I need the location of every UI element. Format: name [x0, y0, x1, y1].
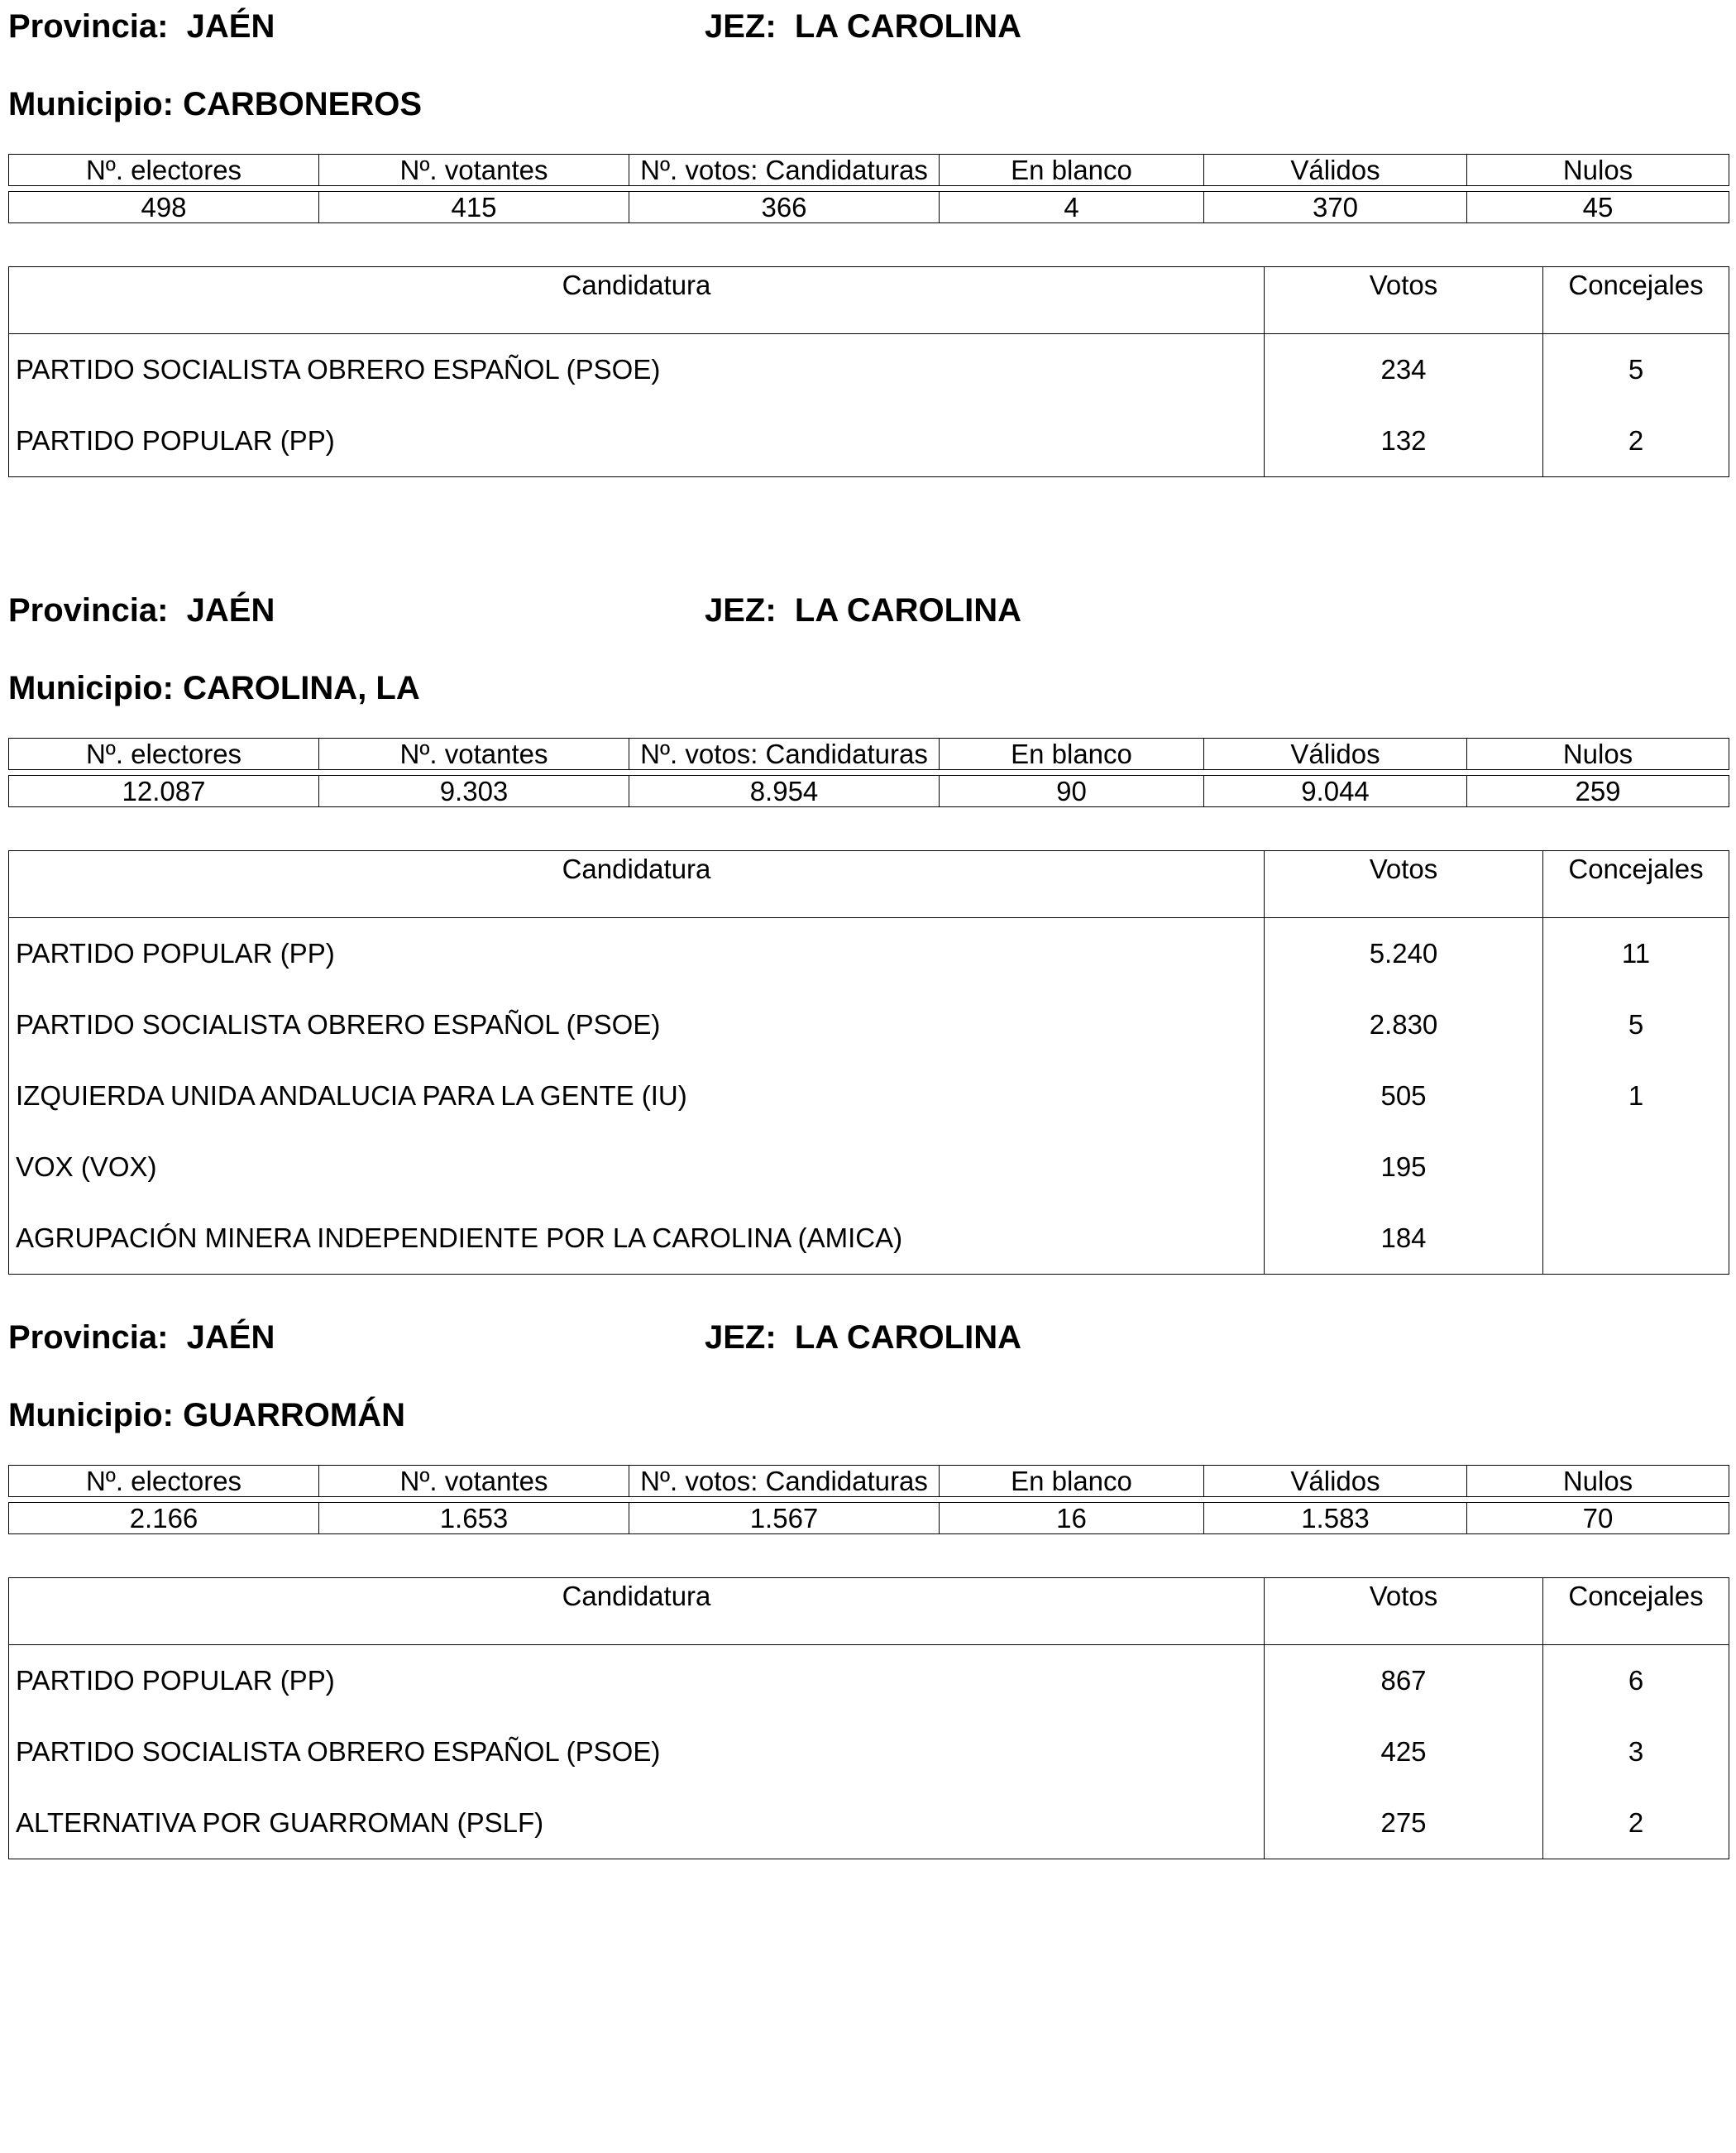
- table-row: [9, 1645, 1729, 1717]
- summary-value: 415: [319, 192, 629, 223]
- column-header: Nulos: [1467, 1466, 1729, 1497]
- candidates-table: [8, 266, 1729, 477]
- summary-value: 4: [940, 192, 1204, 223]
- candidate-seats: [1543, 1203, 1729, 1275]
- column-header: Nº. electores: [9, 1466, 319, 1497]
- provincia-heading: Provincia: JAÉN: [8, 1319, 275, 1356]
- column-header: En blanco: [940, 1466, 1204, 1497]
- candidate-seats: 3: [1543, 1716, 1729, 1787]
- table-row: [9, 1203, 1729, 1275]
- table-row: [9, 1716, 1729, 1787]
- summary-value: 366: [629, 192, 940, 223]
- summary-table: [8, 738, 1729, 807]
- summary-values-row: [9, 1503, 1729, 1534]
- column-header: Candidatura: [9, 851, 1265, 918]
- provincia-heading: Provincia: JAÉN: [8, 8, 275, 45]
- summary-value: 2.166: [9, 1503, 319, 1534]
- candidate-seats: 2: [1543, 405, 1729, 477]
- candidate-votes: 132: [1265, 405, 1543, 477]
- summary-value: 70: [1467, 1503, 1729, 1534]
- provincia-heading: Provincia: JAÉN: [8, 592, 275, 629]
- summary-value: 90: [940, 776, 1204, 807]
- summary-value: 1.653: [319, 1503, 629, 1534]
- candidate-votes: 5.240: [1265, 918, 1543, 990]
- jez-heading: JEZ: LA CAROLINA: [705, 1319, 1021, 1356]
- municipio-heading: Municipio: GUARROMÁN: [8, 1397, 405, 1433]
- summary-value: 259: [1467, 776, 1729, 807]
- table-row: [9, 1132, 1729, 1203]
- header-line: [8, 1319, 1729, 1361]
- candidate-votes: 234: [1265, 334, 1543, 406]
- candidate-seats: 11: [1543, 918, 1729, 990]
- municipio-heading: Municipio: CARBONEROS: [8, 86, 422, 122]
- table-row: [9, 918, 1729, 990]
- column-header: Nulos: [1467, 739, 1729, 770]
- table-row: [9, 1060, 1729, 1132]
- summary-header-row: [9, 739, 1729, 770]
- summary-value: 45: [1467, 192, 1729, 223]
- summary-value: 498: [9, 192, 319, 223]
- summary-value: 12.087: [9, 776, 319, 807]
- candidate-seats: 6: [1543, 1645, 1729, 1717]
- column-header: Nº. electores: [9, 739, 319, 770]
- column-header: Candidatura: [9, 1578, 1265, 1645]
- candidate-seats: 1: [1543, 1060, 1729, 1132]
- candidate-name: AGRUPACIÓN MINERA INDEPENDIENTE POR LA CAROLINA (AMICA): [9, 1203, 1265, 1275]
- candidate-votes: 275: [1265, 1787, 1543, 1859]
- column-header: Candidatura: [9, 267, 1265, 334]
- column-header: Válidos: [1204, 1466, 1467, 1497]
- candidate-name: PARTIDO POPULAR (PP): [9, 918, 1265, 990]
- column-header: Nº. votos: Candidaturas: [629, 739, 940, 770]
- candidate-name: ALTERNATIVA POR GUARROMAN (PSLF): [9, 1787, 1265, 1859]
- summary-value: 8.954: [629, 776, 940, 807]
- candidate-name: PARTIDO POPULAR (PP): [9, 405, 1265, 477]
- table-row: [9, 1787, 1729, 1859]
- candidates-header-row: [9, 267, 1729, 334]
- candidate-name: IZQUIERDA UNIDA ANDALUCIA PARA LA GENTE (IU): [9, 1060, 1265, 1132]
- column-header: Concejales: [1543, 851, 1729, 918]
- table-row: [9, 334, 1729, 406]
- column-header: Nº. electores: [9, 155, 319, 186]
- candidate-seats: [1543, 1132, 1729, 1203]
- column-header: Nulos: [1467, 155, 1729, 186]
- summary-value: 1.567: [629, 1503, 940, 1534]
- summary-values-row: [9, 192, 1729, 223]
- summary-values-row: [9, 776, 1729, 807]
- column-header: Nº. votantes: [319, 155, 629, 186]
- candidate-votes: 505: [1265, 1060, 1543, 1132]
- municipio-heading: Municipio: CAROLINA, LA: [8, 670, 420, 706]
- column-header: Nº. votos: Candidaturas: [629, 155, 940, 186]
- candidate-votes: 2.830: [1265, 989, 1543, 1060]
- candidate-name: VOX (VOX): [9, 1132, 1265, 1203]
- summary-value: 16: [940, 1503, 1204, 1534]
- candidate-votes: 184: [1265, 1203, 1543, 1275]
- header-line: [8, 8, 1729, 50]
- candidates-table: [8, 850, 1729, 1275]
- table-row: [9, 405, 1729, 477]
- candidate-name: PARTIDO SOCIALISTA OBRERO ESPAÑOL (PSOE): [9, 989, 1265, 1060]
- summary-header-row: [9, 155, 1729, 186]
- summary-table: [8, 154, 1729, 223]
- column-header: Válidos: [1204, 155, 1467, 186]
- candidates-header-row: [9, 851, 1729, 918]
- table-row: [9, 989, 1729, 1060]
- candidate-votes: 195: [1265, 1132, 1543, 1203]
- summary-header-row: [9, 1466, 1729, 1497]
- column-header: Concejales: [1543, 1578, 1729, 1645]
- candidates-header-row: [9, 1578, 1729, 1645]
- candidate-name: PARTIDO SOCIALISTA OBRERO ESPAÑOL (PSOE): [9, 1716, 1265, 1787]
- candidate-votes: 867: [1265, 1645, 1543, 1717]
- candidate-seats: 2: [1543, 1787, 1729, 1859]
- candidate-votes: 425: [1265, 1716, 1543, 1787]
- summary-value: 9.303: [319, 776, 629, 807]
- column-header: En blanco: [940, 739, 1204, 770]
- jez-heading: JEZ: LA CAROLINA: [705, 592, 1021, 629]
- column-header: Concejales: [1543, 267, 1729, 334]
- column-header: Votos: [1265, 1578, 1543, 1645]
- column-header: Votos: [1265, 851, 1543, 918]
- column-header: Nº. votantes: [319, 1466, 629, 1497]
- candidate-seats: 5: [1543, 989, 1729, 1060]
- column-header: Nº. votos: Candidaturas: [629, 1466, 940, 1497]
- summary-table: [8, 1465, 1729, 1534]
- candidate-name: PARTIDO POPULAR (PP): [9, 1645, 1265, 1717]
- summary-value: 1.583: [1204, 1503, 1467, 1534]
- column-header: Votos: [1265, 267, 1543, 334]
- column-header: Nº. votantes: [319, 739, 629, 770]
- jez-heading: JEZ: LA CAROLINA: [705, 8, 1021, 45]
- summary-value: 370: [1204, 192, 1467, 223]
- candidates-table: [8, 1577, 1729, 1859]
- summary-value: 9.044: [1204, 776, 1467, 807]
- column-header: En blanco: [940, 155, 1204, 186]
- candidate-name: PARTIDO SOCIALISTA OBRERO ESPAÑOL (PSOE): [9, 334, 1265, 406]
- column-header: Válidos: [1204, 739, 1467, 770]
- candidate-seats: 5: [1543, 334, 1729, 406]
- header-line: [8, 592, 1729, 634]
